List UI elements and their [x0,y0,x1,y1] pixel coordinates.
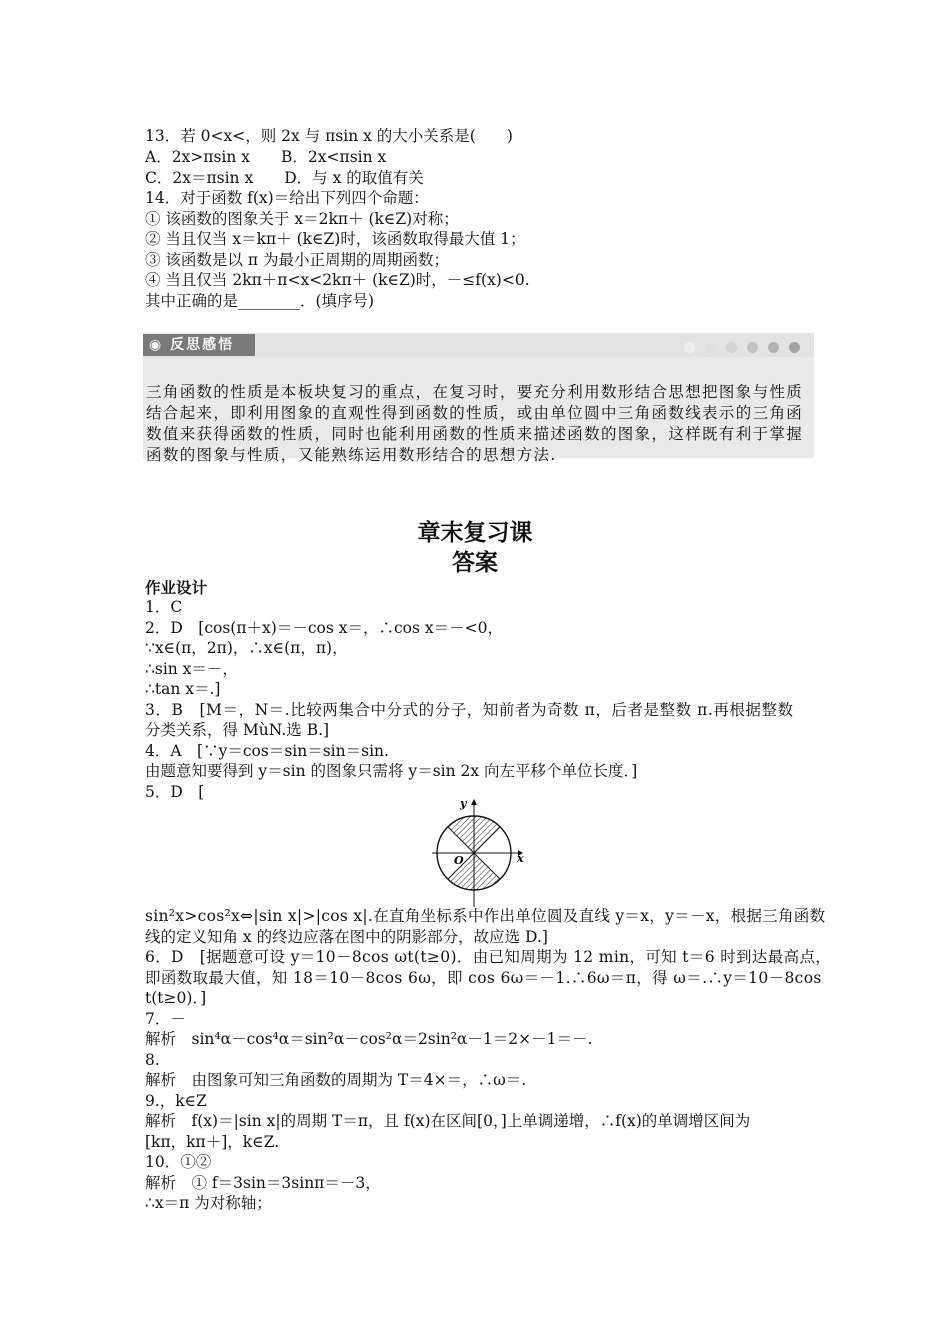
problem-line: 其中正确的是________．(填序号) [145,292,375,310]
reflection-line: 三角函数的性质是本板块复习的重点，在复习时，要充分利用数形结合思想把图象与性质 [146,383,804,401]
section-label: 作业设计 [145,578,208,597]
reflection-line: 结合起来，即利用图象的直观性得到函数的性质，或由单位圆中三角函数线表示的三角函 [146,404,804,422]
unit-circle-figure [418,795,530,907]
answer-line: 4．A [∵y＝cos＝sin＝sin＝sin. [145,742,389,760]
decorative-dots [684,339,810,351]
answer-line: [kπ，kπ＋]，k∈Z. [145,1133,280,1151]
answer-line: 解析 ① f＝3sin＝3sinπ＝－3， [145,1174,381,1192]
answer-line: ∵x∈(π，2π)，∴x∈(π，π)， [145,639,348,657]
problem-line: ① 该函数的图象关于 x＝2kπ＋ (k∈Z)对称； [145,210,459,228]
answer-line: t(t≥0)．] [145,989,207,1007]
y-axis-arrow-icon [471,799,477,805]
y-axis-label: y [460,797,467,810]
reflection-box [143,357,814,464]
reflection-line: 数值来获得函数的性质，同时也能利用函数的性质来描述函数的图象，这样既有利于掌握 [146,425,804,443]
unit-circle-diagram [418,795,530,907]
answer-line: 9.，k∈Z [145,1092,207,1110]
reflection-line: 函数的图象与性质，又能熟练运用数形结合的思想方法. [146,446,557,464]
answer-line: 6．D [据题意可设 y＝10－8cos ωt(t≥0)．由已知周期为 12 min，可知 t＝6 时到达最高点， [145,948,832,966]
dot-icon [705,342,716,353]
problem-line: ④ 当且仅当 2kπ＋π<x<2kπ＋ (k∈Z)时，－≤f(x)<0. [145,271,530,289]
answer-line: ∴sin x＝－， [145,660,238,678]
problem-line: ③ 该函数是以 π 为最小正周期的周期函数； [145,251,449,269]
answer-line: 即函数取最大值，知 18＝10－8cos 6ω，即 cos 6ω＝－1.∴6ω＝π，得 ω＝.∴y＝10－8cos [145,969,822,987]
answer-line: 5．D [ [145,783,205,801]
answer-line: ∴tan x＝.] [145,680,221,698]
problem-line: C．2x＝πsin x D．与 x 的取值有关 [145,169,424,187]
dot-icon [768,342,779,353]
x-axis-label: x [517,852,524,865]
answer-line: ∴x＝π 为对称轴； [145,1194,272,1212]
reflection-tab: ◉ 反思感悟 [143,334,255,356]
dot-icon [726,342,737,353]
answer-line: 7．－ [145,1010,186,1028]
problem-line: 13．若 0<x<，则 2x 与 πsin x 的大小关系是( ) [145,127,513,145]
dot-icon [684,342,695,353]
answer-line: 1．C [145,598,183,616]
problem-line: A．2x>πsin x B．2x<πsin x [145,148,387,166]
answer-line: 10．①② [145,1153,212,1171]
answer-title: 答案 [452,550,498,576]
origin-label: O [454,854,464,867]
dot-icon [789,342,800,353]
answer-line: 由题意知要得到 y＝sin 的图象只需将 y＝sin 2x 向左平移个单位长度．] [145,762,638,780]
answer-line: 2．D [cos(π＋x)＝－cos x＝，∴cos x＝－<0， [145,619,503,637]
dot-icon [747,342,758,353]
chapter-title: 章末复习课 [417,520,533,546]
answer-line: 解析 由图象可知三角函数的周期为 T＝4×＝，∴ω＝. [145,1071,527,1089]
problem-line: 14．对于函数 f(x)＝给出下列四个命题： [145,189,429,207]
answer-line: 分类关系，得 MùN.选 B.] [145,721,330,739]
answer-line: 解析 f(x)＝|sin x|的周期 T＝π，且 f(x)在区间[0，]上单调递增，∴f(x)的单调增区间为 [145,1112,751,1130]
answer-line: 解析 sin⁴α－cos⁴α＝sin²α－cos²α＝2sin²α－1＝2×－1＝－. [145,1030,593,1048]
answer-line: 线的定义知角 x 的终边应落在图中的阴影部分，故应选 D.] [145,928,548,946]
answer-line: sin²x>cos²x⇔|sin x|>|cos x|.在直角坐标系中作出单位圆及直线 y＝x，y＝－x，根据三角函数 [145,907,826,925]
answer-line: 3．B [M＝，N＝.比较两集合中分式的分子，知前者为奇数 π，后者是整数 π.再根据整数 [145,701,794,719]
problem-line: ② 当且仅当 x＝kπ＋ (k∈Z)时，该函数取得最大值 1； [145,230,526,248]
answer-line: 8. [145,1051,160,1069]
